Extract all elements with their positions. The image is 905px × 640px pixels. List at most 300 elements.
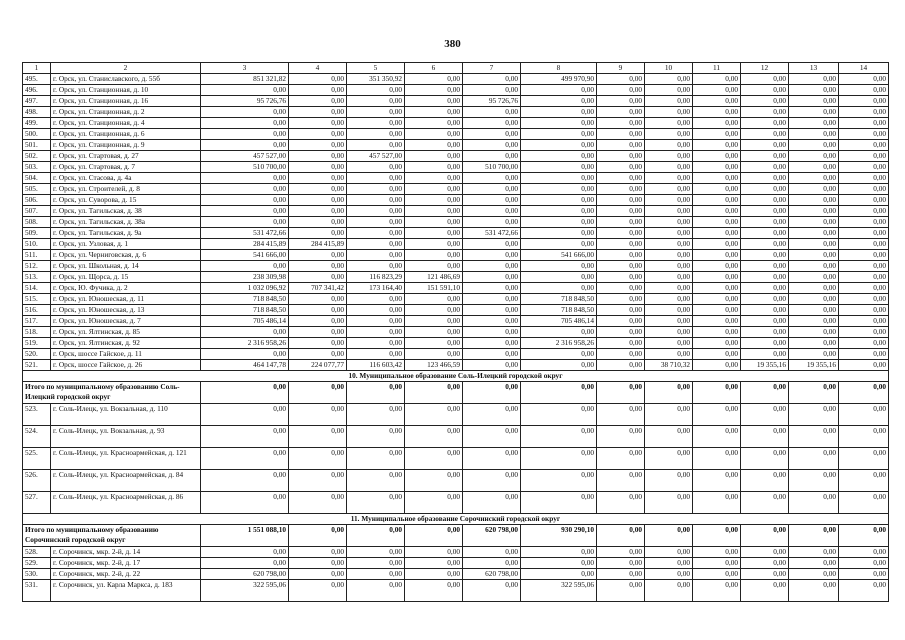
value-cell: 0,00: [693, 470, 741, 492]
row-number-cell: 528.: [23, 547, 51, 558]
value-cell: 510 700,00: [463, 162, 521, 173]
row-number-cell: 513.: [23, 272, 51, 283]
value-cell: 0,00: [741, 96, 789, 107]
address-cell: г. Орск, ул. Школьная, д. 14: [51, 261, 201, 272]
value-cell: 718 848,50: [201, 305, 289, 316]
value-cell: 705 486,14: [521, 316, 597, 327]
table-row: [23, 470, 889, 492]
value-cell: 0,00: [521, 96, 597, 107]
value-cell: 0,00: [839, 129, 889, 140]
address-cell: г. Сорочинск, мкр. 2-й, д. 17: [51, 558, 201, 569]
value-cell: 0,00: [347, 118, 405, 129]
value-cell: 0,00: [521, 239, 597, 250]
value-cell: 2 316 958,26: [201, 338, 289, 349]
value-cell: 0,00: [463, 85, 521, 96]
value-cell: 0,00: [789, 129, 839, 140]
row-number-cell: 496.: [23, 85, 51, 96]
value-cell: 0,00: [693, 107, 741, 118]
value-cell: 0,00: [693, 305, 741, 316]
row-number-cell: 518.: [23, 327, 51, 338]
section-title: 10. Муниципальное образование Соль-Илецкий городской округ: [23, 371, 889, 382]
value-cell: 0,00: [597, 118, 645, 129]
value-cell: 116 823,29: [347, 272, 405, 283]
table-row: [23, 85, 889, 96]
value-cell: 0,00: [839, 206, 889, 217]
value-cell: 0,00: [597, 338, 645, 349]
total-value-cell: 1 551 088,10: [201, 525, 289, 547]
value-cell: 0,00: [741, 470, 789, 492]
value-cell: 0,00: [645, 569, 693, 580]
value-cell: 0,00: [289, 426, 347, 448]
value-cell: 0,00: [839, 338, 889, 349]
value-cell: 0,00: [289, 184, 347, 195]
row-number-cell: 505.: [23, 184, 51, 195]
table-row: [23, 195, 889, 206]
value-cell: 0,00: [597, 239, 645, 250]
value-cell: 0,00: [201, 195, 289, 206]
value-cell: 151 591,10: [405, 283, 463, 294]
value-cell: 0,00: [597, 173, 645, 184]
table-row: [23, 151, 889, 162]
address-cell: г. Орск, ул. Станционная, д. 9: [51, 140, 201, 151]
value-cell: 0,00: [839, 426, 889, 448]
value-cell: 620 798,00: [463, 569, 521, 580]
value-cell: 0,00: [201, 470, 289, 492]
value-cell: 0,00: [741, 162, 789, 173]
address-cell: г. Орск, ул. Узловая, д. 1: [51, 239, 201, 250]
column-header: 9: [597, 63, 645, 74]
value-cell: 0,00: [405, 426, 463, 448]
table-row: [23, 107, 889, 118]
value-cell: 0,00: [405, 184, 463, 195]
value-cell: 0,00: [741, 228, 789, 239]
value-cell: 705 486,14: [201, 316, 289, 327]
value-cell: 0,00: [521, 140, 597, 151]
total-value-cell: 0,00: [741, 525, 789, 547]
value-cell: 0,00: [789, 547, 839, 558]
table-row: [23, 239, 889, 250]
value-cell: 0,00: [693, 272, 741, 283]
value-cell: 0,00: [741, 129, 789, 140]
value-cell: 0,00: [839, 349, 889, 360]
table-row: [23, 140, 889, 151]
value-cell: 0,00: [839, 239, 889, 250]
column-header: 11: [693, 63, 741, 74]
value-cell: 0,00: [839, 118, 889, 129]
value-cell: 0,00: [289, 173, 347, 184]
value-cell: 0,00: [789, 74, 839, 85]
address-cell: г. Орск, ул. Юношеская, д. 13: [51, 305, 201, 316]
address-cell: г. Орск, шоссе Гайское, д. 11: [51, 349, 201, 360]
address-cell: г. Орск, ул. Станционная, д. 2: [51, 107, 201, 118]
value-cell: 0,00: [289, 118, 347, 129]
value-cell: 322 595,06: [201, 580, 289, 602]
value-cell: 0,00: [789, 492, 839, 514]
row-number-cell: 529.: [23, 558, 51, 569]
value-cell: 0,00: [521, 448, 597, 470]
value-cell: 0,00: [405, 96, 463, 107]
value-cell: 0,00: [201, 547, 289, 558]
value-cell: 0,00: [597, 261, 645, 272]
value-cell: 0,00: [693, 547, 741, 558]
value-cell: 0,00: [645, 580, 693, 602]
row-number-cell: 509.: [23, 228, 51, 239]
value-cell: 0,00: [741, 74, 789, 85]
value-cell: 0,00: [645, 228, 693, 239]
value-cell: 0,00: [839, 404, 889, 426]
value-cell: 0,00: [597, 217, 645, 228]
value-cell: 0,00: [645, 195, 693, 206]
total-value-cell: 0,00: [839, 382, 889, 404]
value-cell: 0,00: [693, 217, 741, 228]
table-row: [23, 294, 889, 305]
value-cell: 0,00: [789, 426, 839, 448]
value-cell: 0,00: [597, 85, 645, 96]
total-value-cell: 0,00: [693, 525, 741, 547]
value-cell: 0,00: [289, 85, 347, 96]
value-cell: 0,00: [521, 492, 597, 514]
value-cell: 0,00: [405, 173, 463, 184]
value-cell: 0,00: [789, 569, 839, 580]
value-cell: 123 466,59: [405, 360, 463, 371]
header-row: [23, 63, 889, 74]
value-cell: 541 666,00: [521, 250, 597, 261]
value-cell: 0,00: [839, 327, 889, 338]
value-cell: 0,00: [789, 107, 839, 118]
table-row: [23, 547, 889, 558]
value-cell: 0,00: [201, 492, 289, 514]
address-cell: г. Орск, ул. Строителей, д. 8: [51, 184, 201, 195]
value-cell: 0,00: [201, 261, 289, 272]
value-cell: 0,00: [463, 283, 521, 294]
value-cell: 0,00: [463, 327, 521, 338]
value-cell: 0,00: [839, 250, 889, 261]
column-header: 14: [839, 63, 889, 74]
table-row: [23, 349, 889, 360]
value-cell: 0,00: [347, 217, 405, 228]
value-cell: 0,00: [463, 316, 521, 327]
value-cell: 0,00: [789, 206, 839, 217]
value-cell: 718 848,50: [521, 294, 597, 305]
value-cell: 0,00: [347, 162, 405, 173]
value-cell: 0,00: [645, 74, 693, 85]
value-cell: 0,00: [201, 426, 289, 448]
value-cell: 0,00: [463, 129, 521, 140]
value-cell: 0,00: [521, 206, 597, 217]
value-cell: 0,00: [521, 569, 597, 580]
value-cell: 0,00: [597, 184, 645, 195]
value-cell: 0,00: [789, 85, 839, 96]
value-cell: 0,00: [789, 162, 839, 173]
value-cell: 0,00: [693, 338, 741, 349]
value-cell: 0,00: [645, 151, 693, 162]
table-row: [23, 261, 889, 272]
value-cell: 0,00: [789, 195, 839, 206]
value-cell: 0,00: [839, 228, 889, 239]
value-cell: 0,00: [839, 74, 889, 85]
row-number-cell: 503.: [23, 162, 51, 173]
total-value-cell: 0,00: [645, 382, 693, 404]
value-cell: 0,00: [789, 404, 839, 426]
value-cell: 0,00: [347, 85, 405, 96]
value-cell: 0,00: [521, 118, 597, 129]
total-value-cell: 0,00: [839, 525, 889, 547]
row-number-cell: 519.: [23, 338, 51, 349]
value-cell: 0,00: [597, 107, 645, 118]
value-cell: 0,00: [693, 129, 741, 140]
value-cell: 0,00: [463, 118, 521, 129]
value-cell: 0,00: [741, 283, 789, 294]
value-cell: 0,00: [521, 327, 597, 338]
address-cell: г. Орск, ул. Тагильская, д. 38а: [51, 217, 201, 228]
row-number-cell: 497.: [23, 96, 51, 107]
table-row: [23, 74, 889, 85]
value-cell: 0,00: [741, 140, 789, 151]
row-number-cell: 502.: [23, 151, 51, 162]
value-cell: 0,00: [289, 162, 347, 173]
value-cell: 0,00: [693, 206, 741, 217]
value-cell: 0,00: [597, 294, 645, 305]
value-cell: 0,00: [201, 327, 289, 338]
value-cell: 0,00: [645, 85, 693, 96]
value-cell: 0,00: [645, 173, 693, 184]
value-cell: 0,00: [347, 250, 405, 261]
value-cell: 718 848,50: [521, 305, 597, 316]
address-cell: г. Сорочинск, ул. Карла Маркса, д. 183: [51, 580, 201, 602]
address-cell: г. Орск, ул. Стасова, д. 4а: [51, 173, 201, 184]
value-cell: 0,00: [839, 195, 889, 206]
value-cell: 224 077,77: [289, 360, 347, 371]
value-cell: 0,00: [839, 162, 889, 173]
value-cell: 0,00: [289, 547, 347, 558]
value-cell: 0,00: [693, 173, 741, 184]
value-cell: 95 726,76: [201, 96, 289, 107]
value-cell: 0,00: [839, 558, 889, 569]
page-number: 380: [444, 38, 461, 50]
value-cell: 0,00: [463, 404, 521, 426]
value-cell: 0,00: [741, 316, 789, 327]
value-cell: 0,00: [405, 118, 463, 129]
value-cell: 0,00: [645, 448, 693, 470]
value-cell: 0,00: [645, 217, 693, 228]
table-row: [23, 580, 889, 602]
value-cell: 0,00: [521, 129, 597, 140]
value-cell: 0,00: [521, 195, 597, 206]
value-cell: 0,00: [741, 426, 789, 448]
value-cell: 531 472,66: [201, 228, 289, 239]
value-cell: 0,00: [463, 492, 521, 514]
value-cell: 0,00: [789, 261, 839, 272]
row-number-cell: 517.: [23, 316, 51, 327]
value-cell: 0,00: [839, 580, 889, 602]
value-cell: 1 032 096,92: [201, 283, 289, 294]
row-number-cell: 523.: [23, 404, 51, 426]
value-cell: 0,00: [741, 261, 789, 272]
total-value-cell: 0,00: [789, 525, 839, 547]
value-cell: 0,00: [645, 305, 693, 316]
value-cell: 0,00: [741, 404, 789, 426]
column-header: 4: [289, 63, 347, 74]
value-cell: 0,00: [597, 448, 645, 470]
value-cell: 2 316 958,26: [521, 338, 597, 349]
total-value-cell: 0,00: [347, 382, 405, 404]
value-cell: 0,00: [463, 250, 521, 261]
row-number-cell: 527.: [23, 492, 51, 514]
value-cell: 851 321,82: [201, 74, 289, 85]
value-cell: 0,00: [693, 118, 741, 129]
value-cell: 0,00: [521, 272, 597, 283]
value-cell: 0,00: [347, 184, 405, 195]
value-cell: 0,00: [693, 404, 741, 426]
value-cell: 0,00: [597, 195, 645, 206]
value-cell: 0,00: [405, 217, 463, 228]
value-cell: 0,00: [645, 283, 693, 294]
total-value-cell: 0,00: [347, 525, 405, 547]
section-header-row: [23, 371, 889, 382]
table-row: [23, 492, 889, 514]
value-cell: 0,00: [463, 239, 521, 250]
row-number-cell: 499.: [23, 118, 51, 129]
table-row: [23, 228, 889, 239]
value-cell: 0,00: [741, 349, 789, 360]
value-cell: 0,00: [789, 239, 839, 250]
value-cell: 0,00: [693, 316, 741, 327]
value-cell: 0,00: [693, 294, 741, 305]
address-cell: г. Орск, ул. Юношеская, д. 11: [51, 294, 201, 305]
value-cell: 0,00: [463, 448, 521, 470]
value-cell: 0,00: [789, 250, 839, 261]
row-number-cell: 504.: [23, 173, 51, 184]
value-cell: 0,00: [347, 558, 405, 569]
value-cell: 0,00: [693, 74, 741, 85]
table-row: [23, 250, 889, 261]
value-cell: 0,00: [741, 569, 789, 580]
table-row: [23, 316, 889, 327]
value-cell: 0,00: [463, 470, 521, 492]
value-cell: 0,00: [645, 426, 693, 448]
value-cell: 0,00: [289, 272, 347, 283]
value-cell: 0,00: [201, 107, 289, 118]
value-cell: 0,00: [347, 228, 405, 239]
value-cell: 0,00: [289, 448, 347, 470]
value-cell: 0,00: [521, 283, 597, 294]
value-cell: 0,00: [693, 327, 741, 338]
value-cell: 0,00: [405, 492, 463, 514]
value-cell: 0,00: [789, 217, 839, 228]
value-cell: 0,00: [201, 118, 289, 129]
column-header: 13: [789, 63, 839, 74]
value-cell: 718 848,50: [201, 294, 289, 305]
table-row: [23, 162, 889, 173]
value-cell: 0,00: [789, 448, 839, 470]
value-cell: 0,00: [741, 107, 789, 118]
value-cell: 0,00: [597, 470, 645, 492]
value-cell: 457 527,00: [347, 151, 405, 162]
table-row: [23, 569, 889, 580]
value-cell: 0,00: [347, 349, 405, 360]
value-cell: 0,00: [839, 85, 889, 96]
value-cell: 0,00: [693, 426, 741, 448]
value-cell: 0,00: [741, 492, 789, 514]
value-cell: 0,00: [289, 470, 347, 492]
table-row: [23, 272, 889, 283]
value-cell: 0,00: [693, 184, 741, 195]
value-cell: 0,00: [693, 558, 741, 569]
address-cell: г. Орск, ул. Черниговская, д. 6: [51, 250, 201, 261]
value-cell: 0,00: [405, 206, 463, 217]
value-cell: 0,00: [839, 316, 889, 327]
address-cell: г. Орск, шоссе Гайское, д. 26: [51, 360, 201, 371]
value-cell: 0,00: [463, 151, 521, 162]
table-row: [23, 184, 889, 195]
value-cell: 0,00: [405, 569, 463, 580]
value-cell: 0,00: [201, 206, 289, 217]
value-cell: 0,00: [645, 338, 693, 349]
value-cell: 0,00: [741, 85, 789, 96]
value-cell: 0,00: [741, 151, 789, 162]
row-number-cell: 510.: [23, 239, 51, 250]
value-cell: 0,00: [597, 206, 645, 217]
value-cell: 0,00: [405, 580, 463, 602]
value-cell: 0,00: [789, 151, 839, 162]
row-number-cell: 524.: [23, 426, 51, 448]
value-cell: 0,00: [405, 305, 463, 316]
total-value-cell: 0,00: [645, 525, 693, 547]
value-cell: 0,00: [347, 195, 405, 206]
value-cell: 0,00: [645, 250, 693, 261]
value-cell: 0,00: [693, 151, 741, 162]
value-cell: 0,00: [597, 404, 645, 426]
value-cell: 707 341,42: [289, 283, 347, 294]
total-value-cell: 930 290,10: [521, 525, 597, 547]
value-cell: 0,00: [463, 294, 521, 305]
total-value-cell: 0,00: [693, 382, 741, 404]
value-cell: 238 309,98: [201, 272, 289, 283]
value-cell: 0,00: [405, 470, 463, 492]
row-number-cell: 525.: [23, 448, 51, 470]
row-number-cell: 508.: [23, 217, 51, 228]
value-cell: 0,00: [289, 74, 347, 85]
table-row: [23, 305, 889, 316]
value-cell: 0,00: [741, 272, 789, 283]
table-row: [23, 338, 889, 349]
value-cell: 0,00: [645, 404, 693, 426]
value-cell: 0,00: [645, 162, 693, 173]
table-row: [23, 404, 889, 426]
value-cell: 0,00: [597, 349, 645, 360]
value-cell: 0,00: [645, 140, 693, 151]
total-value-cell: 0,00: [289, 525, 347, 547]
address-cell: г. Орск, ул. Стартовая, д. 27: [51, 151, 201, 162]
address-cell: г. Соль-Илецк, ул. Красноармейская, д. 84: [51, 470, 201, 492]
value-cell: 0,00: [741, 250, 789, 261]
total-value-cell: 0,00: [463, 382, 521, 404]
value-cell: 0,00: [463, 305, 521, 316]
value-cell: 0,00: [789, 184, 839, 195]
value-cell: 0,00: [521, 173, 597, 184]
value-cell: 0,00: [405, 250, 463, 261]
value-cell: 0,00: [463, 217, 521, 228]
value-cell: 0,00: [347, 426, 405, 448]
value-cell: 0,00: [405, 294, 463, 305]
value-cell: 0,00: [741, 294, 789, 305]
address-cell: г. Соль-Илецк, ул. Красноармейская, д. 86: [51, 492, 201, 514]
value-cell: 0,00: [405, 404, 463, 426]
row-number-cell: 500.: [23, 129, 51, 140]
table-body: [23, 74, 889, 602]
value-cell: 0,00: [645, 129, 693, 140]
value-cell: 0,00: [597, 74, 645, 85]
